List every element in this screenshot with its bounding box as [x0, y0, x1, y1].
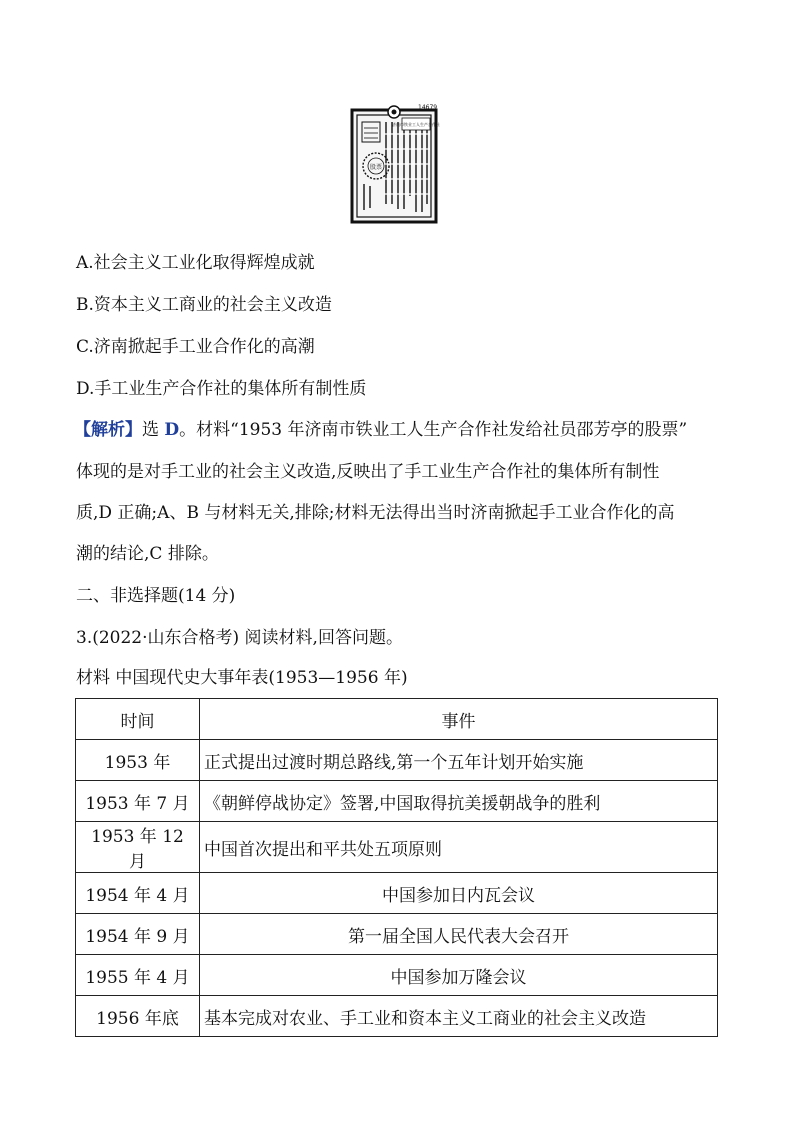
table-header-event: 事件 — [200, 699, 718, 740]
row-event: 中国首次提出和平共处五项原则 — [200, 822, 718, 873]
option-d: D.手工业生产合作社的集体所有制性质 — [76, 379, 367, 399]
table-row — [76, 822, 718, 873]
row-time: 1953 年 12 月 — [76, 822, 200, 873]
row-event: 第一届全国人民代表大会召开 — [200, 914, 718, 955]
analysis-line-3: 质,D 正确;A、B 与材料无关,排除;材料无法得出当时济南掀起手工业合作化的高 — [76, 503, 675, 523]
row-time: 1955 年 4 月 — [76, 955, 200, 996]
analysis-answer-prefix: 选 — [142, 420, 165, 440]
table-row — [76, 740, 718, 781]
stock-serial-number: 14679 — [418, 104, 438, 111]
option-c: C.济南掀起手工业合作化的高潮 — [76, 337, 315, 357]
section-heading: 二、非选择题(14 分) — [76, 586, 236, 606]
row-time: 1954 年 9 月 — [76, 914, 200, 955]
row-event: 《朝鲜停战协定》签署,中国取得抗美援朝战争的胜利 — [200, 781, 718, 822]
row-event: 中国参加万隆会议 — [200, 955, 718, 996]
analysis-line-2: 体现的是对手工业的社会主义改造,反映出了手工业生产合作社的集体所有制性 — [76, 462, 660, 482]
table-row — [76, 781, 718, 822]
material-caption: 材料 中国现代史大事年表(1953—1956 年) — [76, 668, 408, 688]
row-time: 1953 年 — [76, 740, 200, 781]
analysis-line-1 — [74, 418, 687, 442]
analysis-tag: 【解析】 — [74, 420, 142, 440]
table-row — [76, 873, 718, 914]
row-event: 正式提出过渡时期总路线,第一个五年计划开始实施 — [200, 740, 718, 781]
row-time: 1953 年 7 月 — [76, 781, 200, 822]
row-event: 中国参加日内瓦会议 — [200, 873, 718, 914]
row-event: 基本完成对农业、手工业和资本主义工商业的社会主义改造 — [200, 996, 718, 1037]
stock-header-text: 济南市铁业工人生产合作社 — [392, 122, 440, 127]
table-row — [76, 914, 718, 955]
row-time: 1956 年底 — [76, 996, 200, 1037]
stock-seal-text: 股票 — [369, 164, 383, 171]
table-row — [76, 996, 718, 1037]
stock-certificate-image — [348, 104, 444, 226]
option-a: A.社会主义工业化取得辉煌成就 — [76, 253, 315, 273]
question-stem: 3.(2022·山东合格考) 阅读材料,回答问题。 — [76, 628, 403, 648]
analysis-answer: D — [164, 420, 180, 440]
table-row — [76, 955, 718, 996]
analysis-line-4: 潮的结论,C 排除。 — [76, 544, 219, 564]
row-time: 1954 年 4 月 — [76, 873, 200, 914]
table-header-row — [76, 699, 718, 740]
events-table — [75, 698, 718, 1037]
analysis-line1-rest: 。材料“1953 年济南市铁业工人生产合作社发给社员邵芳亭的股票” — [179, 420, 688, 440]
option-b: B.资本主义工商业的社会主义改造 — [76, 295, 332, 315]
table-header-time: 时间 — [76, 699, 200, 740]
